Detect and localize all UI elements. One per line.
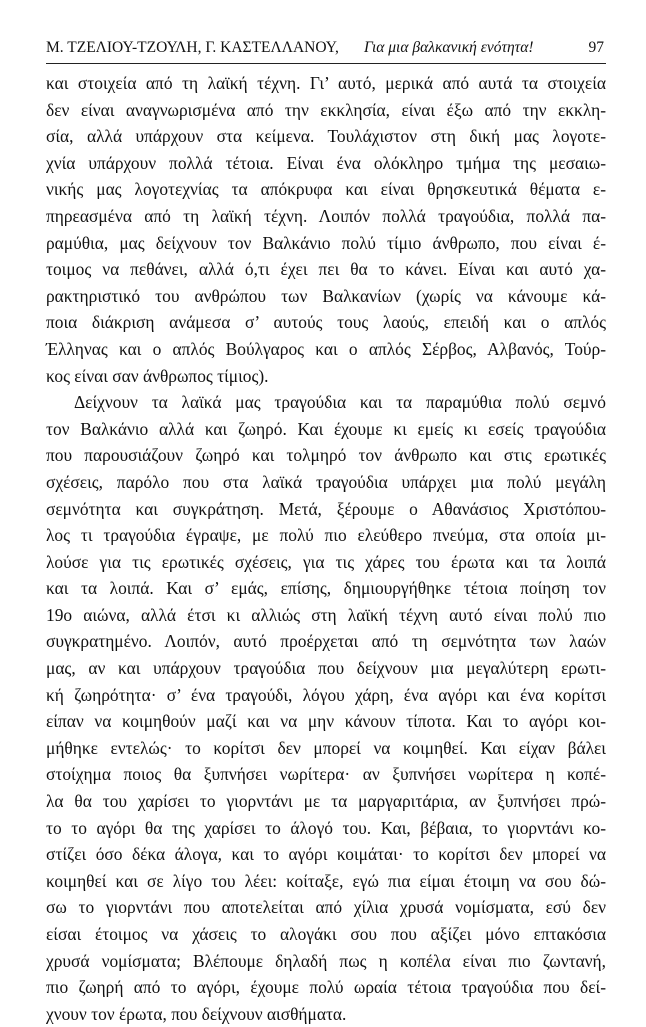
text-line: χνία υπάρχουν πολλά τέτοια. Είναι ένα ολόκληρο τμήμα της μεσαιω- bbox=[46, 152, 606, 173]
text-line: τον Βαλκάνιο αλλά και ζωηρό. Και έχουμε κι εμείς κι εσείς τραγούδια bbox=[46, 418, 606, 439]
text-line: Έλληνας και ο απλός Βούλγαρος και ο απλός Σέρβος, Αλβανός, Τούρ- bbox=[46, 338, 606, 359]
text-line: κος είναι σαν άνθρωπος τίμιος). bbox=[46, 365, 269, 386]
text-line: που παρουσιάζουν ζωηρό και τολμηρό τον άνθρωπο και στις ερωτικές bbox=[46, 445, 606, 466]
text-line: πηρεασμένα από τη λαϊκή τέχνη. Λοιπόν πολλά τραγούδια, πολλά πα- bbox=[46, 205, 606, 226]
text-line: και τα λοιπά. Και σ’ εμάς, επίσης, δημιουργήθηκε τέτοια ποίηση τον bbox=[46, 578, 606, 599]
text-line: σεμνότητα και συγκράτηση. Μετά, ξέρουμε ο Αθανάσιος Χριστόπου- bbox=[46, 498, 606, 519]
text-line: κή ζωηρότητα· σ’ ένα τραγούδι, λόγου χάρη, ένα αγόρι και ένα κορίτσι bbox=[46, 684, 606, 705]
running-header bbox=[46, 36, 604, 60]
text-line: στίζει όσο δέκα άλογα, και το αγόρι κοιμάται· το κορίτσι δεν μπορεί να bbox=[46, 844, 606, 865]
text-line: κοιμηθεί και σε λίγο του λέει: κοίταξε, εγώ πια είμαι έτοιμη να σου δώ- bbox=[46, 870, 606, 891]
text-line: λα θα του χαρίσει το γιορντάνι με τα μαργαριτάρια, αν ξυπνήσει πρώ- bbox=[46, 791, 606, 812]
text-line: λος τι τραγούδια έγραψε, με πολύ πιο ελεύθερο πνεύμα, στα οποία μι- bbox=[46, 525, 606, 546]
page-number: 97 bbox=[588, 39, 604, 56]
text-line: Δείχνουν τα λαϊκά μας τραγούδια και τα παραμύθια πολύ σεμνό bbox=[74, 392, 606, 413]
text-line: σχέσεις, παρόλο που στα λαϊκά τραγούδια υπάρχει μια πολύ μεγάλη bbox=[46, 471, 606, 492]
text-line: σω το γιορντάνι που αποτελείται από χίλια χρυσά νομίσματα, εσύ δεν bbox=[46, 897, 606, 918]
text-line: 19ο αιώνα, αλλά έτσι κι αλλιώς στη λαϊκή τέχνη αυτό είναι πολύ πιο bbox=[46, 604, 606, 625]
text-line: ποια διάκριση ανάμεσα σ’ αυτούς τους λαούς, επειδή και ο απλός bbox=[46, 312, 606, 333]
text-line: μήθηκε εντελώς· το κορίτσι δεν μπορεί να κοιμηθεί. Και είχαν βάλει bbox=[46, 737, 606, 758]
header-rule bbox=[46, 63, 606, 64]
text-line: μας, αν και υπάρχουν τραγούδια που δείχνουν μια μεγαλύτερη ερωτι- bbox=[46, 658, 606, 679]
header-title: Για μια βαλκανική ενότητα! bbox=[364, 39, 534, 56]
text-line: είπαν να κοιμηθούν μαζί και να μην κάνουν τίποτα. Και το αγόρι κοι- bbox=[46, 711, 606, 732]
text-line: συγκρατημένο. Λοιπόν, αυτό προέρχεται από τη σεμνότητα των λαών bbox=[46, 631, 606, 652]
text-line: το το αγόρι θα της χαρίσει το άλογό του. Και, βέβαια, το γιορντάνι κο- bbox=[46, 817, 606, 838]
text-line: πιο ζωηρή από το αγόρι, έχουμε πολύ ωραία τέτοια τραγούδια που δεί- bbox=[46, 977, 606, 998]
text-line: ραμύθια, μας δείχνουν τον Βαλκάνιο πολύ τίμιο άνθρωπο, που είναι έ- bbox=[46, 232, 606, 253]
text-line: ρακτηριστικό του ανθρώπου των Βαλκανίων (χωρίς να κάνουμε κά- bbox=[46, 285, 606, 306]
text-line: νικής μας λογοτεχνίας τα απόκρυφα και είναι θρησκευτικά θέματα ε- bbox=[46, 179, 606, 200]
text-line: δεν είναι αναγνωρισμένα από την εκκλησία, είναι έξω από την εκκλη- bbox=[46, 99, 606, 120]
text-line: στοίχημα ποιος θα ξυπνήσει νωρίτερα· αν ξυπνήσει νωρίτερα η κοπέ- bbox=[46, 764, 606, 785]
text-line: είσαι έτοιμος να χάσεις το αλογάκι σου που αξίζει μόνο επτακόσια bbox=[46, 924, 606, 944]
text-line: χνουν τον έρωτα, που δείχνουν αισθήματα. bbox=[46, 1003, 347, 1024]
body-text bbox=[46, 70, 606, 1027]
header-authors: Μ. ΤΖΕΛΙΟΥ-ΤΖΟΥΛΗ, Γ. ΚΑΣΤΕΛΛΑΝΟΥ, bbox=[46, 39, 339, 56]
paragraph bbox=[46, 70, 606, 389]
text-line: σία, αλλά υπάρχουν στα κείμενα. Τουλάχιστον στη δική μας λογοτε- bbox=[46, 126, 606, 147]
text-line: τοιμος να πεθάνει, αλλά ό,τι έχει πει θα το κάνει. Είναι και αυτό χα- bbox=[46, 259, 606, 280]
text-line: και στοιχεία από τη λαϊκή τέχνη. Γι’ αυτό, μερικά από αυτά τα στοιχεία bbox=[46, 73, 606, 93]
text-line: χρυσά νομίσματα; Βλέπουμε δηλαδή πως η κοπέλα είναι πιο ζωντανή, bbox=[46, 950, 606, 971]
paragraph bbox=[46, 389, 606, 1027]
text-line: λούσε για τις ερωτικές σχέσεις, για τις χάρες του έρωτα και τα λοιπά bbox=[46, 551, 606, 572]
